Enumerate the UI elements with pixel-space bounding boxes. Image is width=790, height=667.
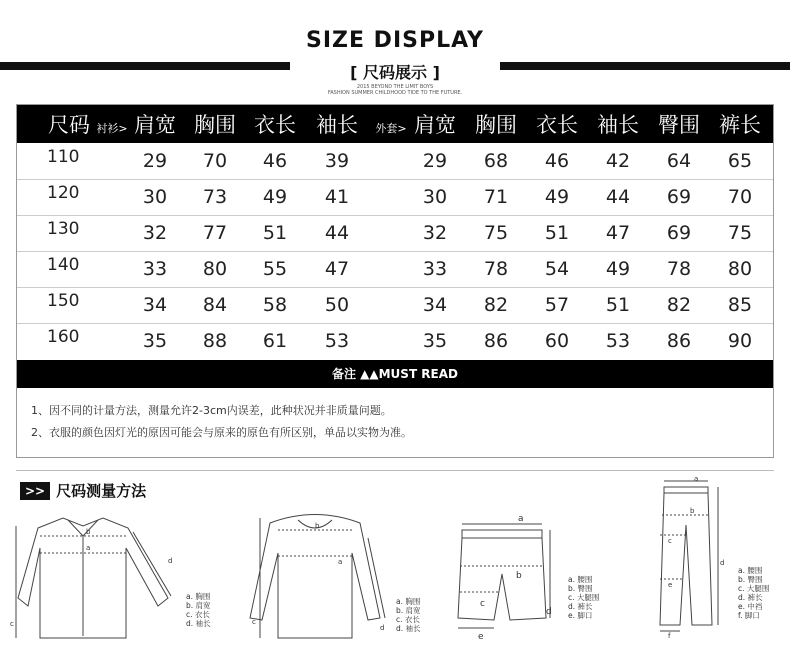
row-cell: 82 [666,294,692,316]
row-cell: 39 [324,150,350,172]
row-cell: 51 [544,222,570,244]
row-cell: 61 [262,330,288,352]
size-table-header [17,105,773,143]
row-cell: 47 [605,222,631,244]
sweater-label-a: a [338,558,343,566]
col-coat-group: 外套> [375,122,407,135]
shirt-label-d: d [168,557,173,565]
row-cell: 34 [142,294,168,316]
row-cell: 47 [324,258,350,280]
row-cell: 51 [605,294,631,316]
row-cell: 90 [727,330,753,352]
notes-list [31,400,412,444]
row-cell: 46 [544,150,570,172]
row-size: 130 [47,219,80,239]
row-size: 150 [47,291,80,311]
pants-label-d: d [720,559,725,567]
slogan-line-1: 2015 BEYOND THE LIMIT BOYS [356,84,434,90]
col-coat-shoulder: 肩宽 [414,113,456,137]
row-cell: 41 [324,186,350,208]
row-cell: 60 [544,330,570,352]
row-cell: 57 [544,294,570,316]
pants-label-a: a [694,475,699,483]
shirt-legend: a. 胸围 b. 肩宽 c. 衣长 d. 袖长 [186,592,211,628]
row-cell: 53 [324,330,350,352]
col-shirt-shoulder: 肩宽 [134,113,176,137]
row-cell: 78 [666,258,692,280]
row-cell: 50 [324,294,350,316]
shorts-label-c: c [480,599,485,609]
row-cell: 33 [142,258,168,280]
row-cell: 30 [422,186,448,208]
pants-label-e: e [668,581,673,589]
slogan-line-2: FASHION SUMMER CHILDHOOD TIDE TO THE FUTURE. [327,90,463,96]
shirt-label-a: a [86,544,91,552]
row-cell: 54 [544,258,570,280]
row-cell: 35 [142,330,168,352]
row-size: 160 [47,327,80,347]
col-shirt-length: 衣长 [254,113,296,137]
shorts-label-d: d [546,607,552,617]
row-cell: 85 [727,294,753,316]
pants-label-b: b [690,507,695,515]
col-coat-sleeve: 袖长 [597,113,639,137]
header-slogan [0,84,790,96]
col-coat-pants-length: 裤长 [719,113,761,137]
size-table [16,104,774,458]
row-cell: 69 [666,222,692,244]
row-cell: 64 [666,150,692,172]
page-title: SIZE DISPLAY [306,28,484,53]
row-cell: 44 [605,186,631,208]
row-cell: 80 [202,258,228,280]
row-cell: 86 [666,330,692,352]
shorts-label-b: b [516,571,522,581]
pants-label-c: c [668,537,672,545]
shorts-diagram [450,508,565,643]
table-row [17,143,773,180]
row-size: 120 [47,183,80,203]
shirt-diagram [8,508,178,648]
col-coat-length: 衣长 [536,113,578,137]
col-shirt-sleeve: 袖长 [316,113,358,137]
row-cell: 33 [422,258,448,280]
row-cell: 55 [262,258,288,280]
shorts-label-a: a [518,514,524,524]
col-coat-hip: 臀围 [658,113,700,137]
row-cell: 68 [483,150,509,172]
measure-title: 尺码测量方法 [56,482,147,500]
shorts-legend: a. 腰围 b. 臀围 c. 大腿围 d. 裤长 e. 脚口 [568,575,600,620]
row-cell: 42 [605,150,631,172]
sweater-diagram [240,508,390,648]
double-arrow-icon: >> [20,482,50,500]
row-cell: 46 [262,150,288,172]
row-cell: 82 [483,294,509,316]
row-cell: 77 [202,222,228,244]
row-cell: 30 [142,186,168,208]
table-row [17,287,773,324]
row-cell: 34 [422,294,448,316]
row-cell: 44 [324,222,350,244]
sweater-label-c: c [252,618,256,626]
row-cell: 84 [202,294,228,316]
note-item: 2、衣服的颜色因灯光的原因可能会与原来的原色有所区别，单品以实物为准。 [31,426,412,439]
page-subtitle: [ 尺码展示 ] [350,63,440,82]
sweater-label-b: b [315,522,320,530]
note-item: 1、因不同的计量方法，测量允许2-3cm内误差，此种状况并非质量问题。 [31,404,392,417]
table-row [17,251,773,288]
col-size: 尺码 [48,113,90,137]
row-cell: 71 [483,186,509,208]
row-cell: 65 [727,150,753,172]
row-cell: 49 [605,258,631,280]
row-cell: 75 [727,222,753,244]
col-shirt-group: 衬衫> [96,122,128,135]
pants-label-f: f [668,632,671,640]
row-cell: 70 [727,186,753,208]
shorts-label-e: e [478,632,484,642]
pants-legend: a. 腰围 b. 臀围 c. 大腿围 d. 裤长 e. 中裆 f. 脚口 [738,566,770,620]
row-cell: 80 [727,258,753,280]
row-cell: 69 [666,186,692,208]
row-cell: 49 [262,186,288,208]
table-row [17,179,773,216]
table-row [17,323,773,359]
row-cell: 29 [142,150,168,172]
section-divider [16,470,774,471]
row-cell: 73 [202,186,228,208]
row-cell: 78 [483,258,509,280]
notes-bar: 备注 ▲▲MUST READ [17,360,773,388]
table-row [17,215,773,252]
col-shirt-chest: 胸围 [194,113,236,137]
measure-heading [20,480,146,502]
row-cell: 32 [422,222,448,244]
page-header [0,0,790,100]
row-cell: 29 [422,150,448,172]
sweater-legend: a. 胸围 b. 肩宽 c. 衣长 d. 袖长 [396,597,421,633]
sweater-label-d: d [380,624,385,632]
shirt-label-c: c [10,620,14,628]
pants-diagram [650,475,730,640]
row-size: 140 [47,255,80,275]
row-cell: 51 [262,222,288,244]
row-cell: 53 [605,330,631,352]
row-cell: 35 [422,330,448,352]
col-coat-chest: 胸围 [475,113,517,137]
row-size: 110 [47,147,80,167]
row-cell: 32 [142,222,168,244]
row-cell: 49 [544,186,570,208]
row-cell: 75 [483,222,509,244]
row-cell: 88 [202,330,228,352]
row-cell: 86 [483,330,509,352]
shirt-label-b: b [86,528,91,536]
row-cell: 70 [202,150,228,172]
row-cell: 58 [262,294,288,316]
